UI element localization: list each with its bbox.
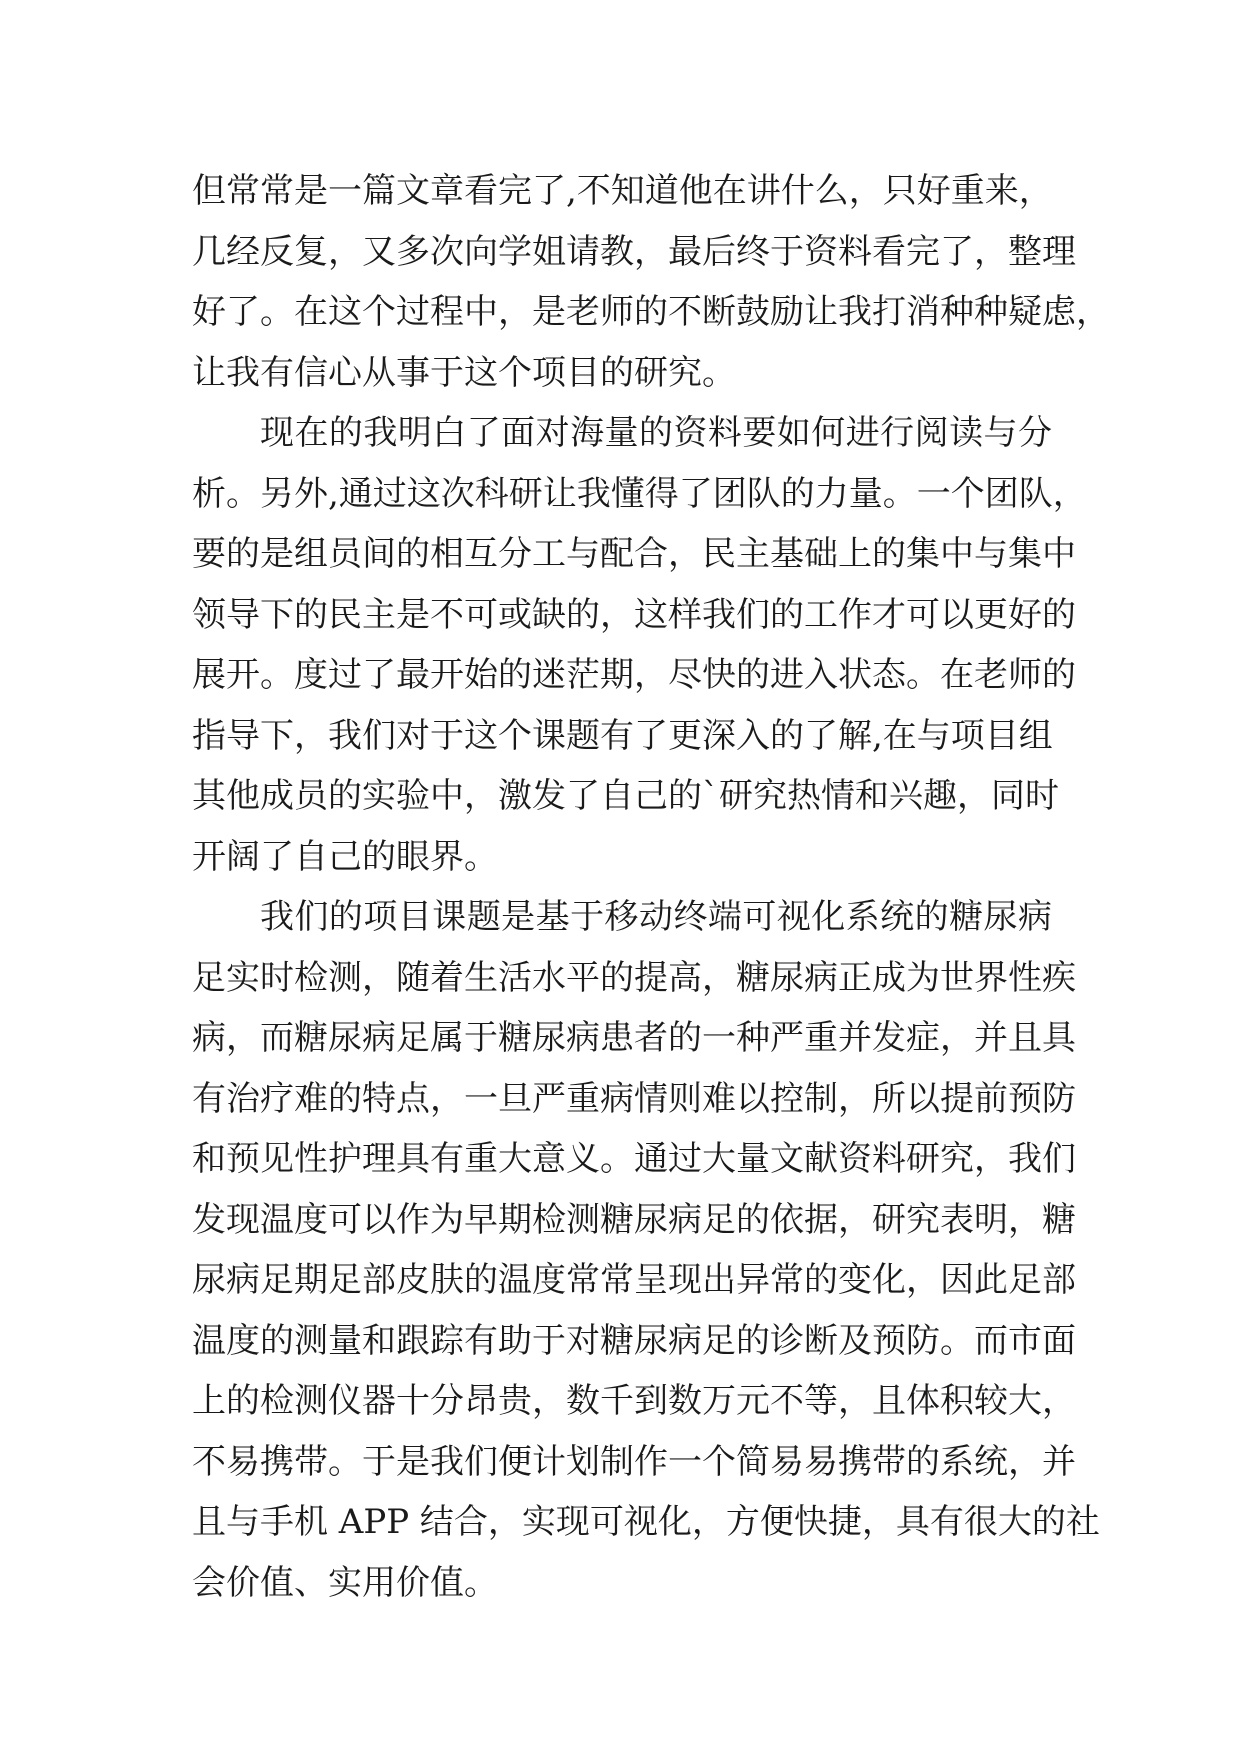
text-line: 领导下的民主是不可或缺的，这样我们的工作才可以更好的	[192, 594, 1076, 635]
text-line: 和预见性护理具有重大意义。通过大量文献资料研究，我们	[192, 1139, 1076, 1179]
text-line: 展开。度过了最开始的迷茫期，尽快的进入状态。在老师的	[192, 655, 1076, 695]
text-line: 温度的测量和跟踪有助于对糖尿病足的诊断及预防。而市面	[192, 1320, 1076, 1361]
text-line: 发现温度可以作为早期检测糖尿病足的依据，研究表明，糖	[192, 1199, 1076, 1240]
text-line: 尿病足期足部皮肤的温度常常呈现出异常的变化，因此足部	[192, 1260, 1076, 1300]
text-line: 上的检测仪器十分昂贵，数千到数万元不等，且体积较大，	[192, 1381, 1076, 1421]
text-line: 我们的项目课题是基于移动终端可视化系统的糖尿病	[260, 897, 1052, 937]
text-line: 会价值、实用价值。	[192, 1562, 498, 1603]
paragraph-1	[192, 161, 1110, 403]
text-line: 且与手机 APP 结合，实现可视化，方便快捷，具有很大的社	[192, 1502, 1100, 1542]
text-line: 指导下，我们对于这个课题有了更深入的了解,在与项目组	[192, 715, 1053, 756]
text-line: 现在的我明白了面对海量的资料要如何进行阅读与分	[260, 413, 1052, 453]
text-line: 病，而糖尿病足属于糖尿病患者的一种严重并发症，并且具	[192, 1018, 1076, 1058]
text-line: 析。另外,通过这次科研让我懂得了团队的力量。一个团队，	[192, 473, 1087, 514]
text-line: 不易携带。于是我们便计划制作一个简易易携带的系统，并	[192, 1441, 1076, 1482]
body-text	[192, 161, 1110, 1613]
paragraph-3	[192, 887, 1100, 1613]
text-line: 好了。在这个过程中，是老师的不断鼓励让我打消种种疑虑，	[192, 292, 1110, 332]
text-line: 开阔了自己的眼界。	[192, 836, 498, 877]
text-line: 有治疗难的特点，一旦严重病情则难以控制，所以提前预防	[192, 1078, 1076, 1119]
text-line: 其他成员的实验中，激发了自己的`研究热情和兴趣，同时	[192, 776, 1059, 816]
text-line: 让我有信心从事于这个项目的研究。	[192, 352, 736, 393]
text-line: 几经反复，又多次向学姐请教，最后终于资料看完了，整理	[192, 231, 1076, 272]
text-line: 要的是组员间的相互分工与配合，民主基础上的集中与集中	[192, 534, 1076, 574]
paragraph-2	[192, 403, 1087, 887]
text-line: 足实时检测，随着生活水平的提高，糖尿病正成为世界性疾	[192, 957, 1076, 998]
text-line: 但常常是一篇文章看完了,不知道他在讲什么，只好重来，	[192, 171, 1053, 211]
